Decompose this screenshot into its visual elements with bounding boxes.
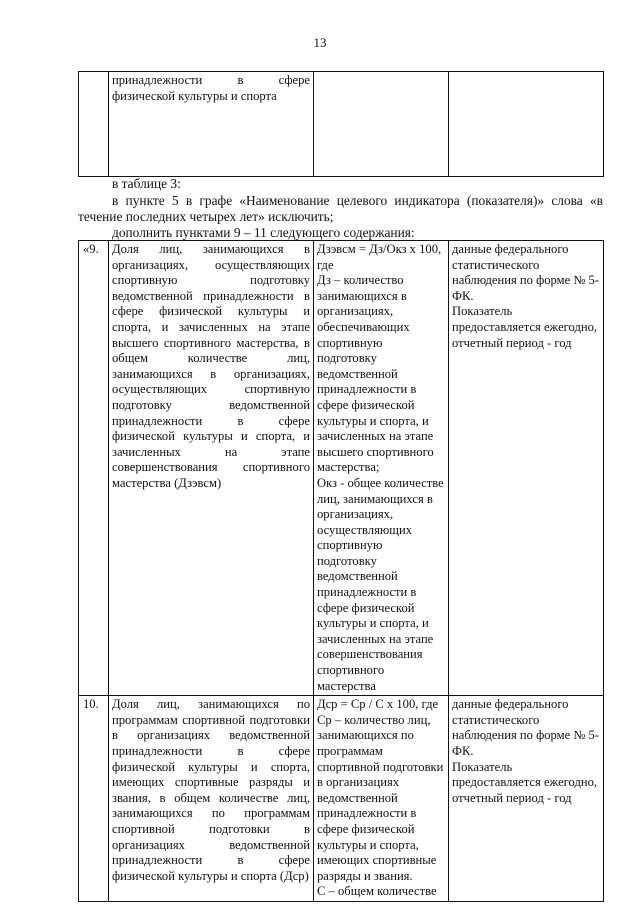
formula-cell: Дср = Ср / С х 100, где Ср – количество лиц, занимающихся по программам спортивной подготовки в организациях ведомственной принадлежности в сфере физической культуры и спорта, имеющих спортивные разряды и звания. С – общем количестве bbox=[314, 696, 449, 902]
indicator-cell: Доля лиц, занимающихся по программам спортивной подготовки в организациях ведомственной принадлежности в сфере физической культуры и спорта, имеющих спортивные разряды и звания, в общем количестве лиц, занимающихся по программам спортивной подготовки в организациях ведомственной принадлежности в сфере физической культуры и спорта (Дср) bbox=[109, 696, 314, 902]
table-row bbox=[79, 241, 604, 696]
table-row bbox=[79, 696, 604, 902]
amendment-line-3: дополнить пунктами 9 – 11 следующего содержания: bbox=[112, 225, 415, 240]
formula-cell bbox=[314, 72, 449, 177]
row-number-cell: «9. bbox=[79, 241, 109, 696]
source-cell: данные федерального статистического наблюдения по форме № 5-ФК. Показатель предоставляется ежегодно, отчетный период - год bbox=[449, 696, 604, 902]
amendment-line-1: в таблице 3: bbox=[112, 176, 181, 191]
page-number: 13 bbox=[313, 35, 327, 50]
source-cell: данные федерального статистического наблюдения по форме № 5-ФК. Показатель предоставляется ежегодно, отчетный период - год bbox=[449, 241, 604, 696]
indicator-cell: принадлежности в сфере физической культуры и спорта bbox=[109, 72, 314, 177]
indicator-cell: Доля лиц, занимающихся в организациях, осуществляющих спортивную подготовку ведомственной принадлежности в сфере физической культуры и спорта, и зачисленных на этапе высшего спортивного мастерства, в общем количестве лиц, занимающихся в организациях, осуществляющих спортивную подготовку ведомственной принадлежности в сфере физической культуры и спорта, и зачисленных на этапе совершенствования спортивного мастерства (Дзэвсм) bbox=[109, 241, 314, 696]
top-table-fragment bbox=[78, 71, 604, 177]
table-row bbox=[79, 72, 604, 177]
amendment-line-2: в пункте 5 в графе «Наименование целевого индикатора (показателя)» слова «в течение последних четырех лет» исключить; bbox=[78, 193, 603, 224]
formula-cell: Дзэвсм = Дз/Окз х 100, где Дз – количество занимающихся в организациях, обеспечивающих спортивную подготовку ведомственной принадлежности в сфере физической культуры и спорта, и зачисленных на этапе высшего спортивного мастерства; Окз - общее количестве лиц, занимающихся в организациях, осуществляющих спортивную подготовку ведомственной принадлежности в сфере физической культуры и спорта, и зачисленных на этапе совершенствования спортивного мастерства bbox=[314, 241, 449, 696]
indicators-table bbox=[78, 240, 604, 902]
source-cell bbox=[449, 72, 604, 177]
row-number-cell bbox=[79, 72, 109, 177]
row-number-cell: 10. bbox=[79, 696, 109, 902]
